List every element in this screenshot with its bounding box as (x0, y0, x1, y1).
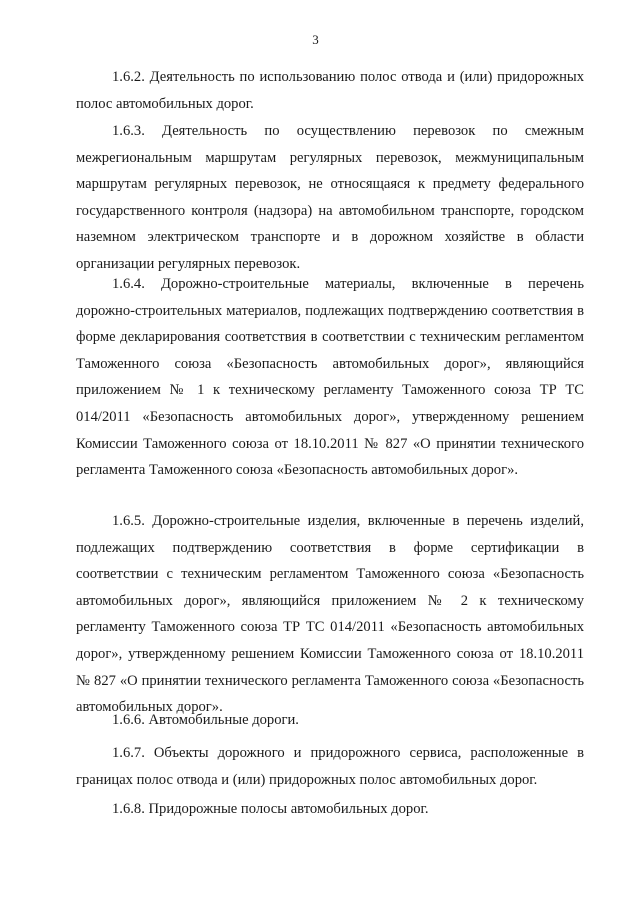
page-number: 3 (312, 32, 319, 47)
paragraph-1-6-2: 1.6.2. Деятельность по использованию полос отвода и (или) придорожных полос автомобильных дорог. (76, 69, 584, 112)
paragraph-1-6-7: 1.6.7. Объекты дорожного и придорожного сервиса, расположенные в границах полос отвода и (или) придорожных полос автомобильных дорог. (76, 745, 584, 788)
paragraph-1-6-4: 1.6.4. Дорожно-строительные материалы, включенные в перечень дорожно-строительных материалов, подлежащих подтверждению соответствия в форме декларирования соответствия в соответствии с техническим регламентом Таможенного союза «Безопасность автомобильных дорог», являющийся приложением № 1 к техническому регламенту Таможенного союза ТР ТС 014/2011 «Безопасность автомобильных дорог», утвержденному решением Комиссии Таможенного союза от 18.10.2011 № 827 «О принятии технического регламента Таможенного союза «Безопасность автомобильных дорог». (76, 276, 584, 479)
paragraph-1-6-8: 1.6.8. Придорожные полосы автомобильных дорог. (112, 801, 429, 817)
paragraph-1-6-5: 1.6.5. Дорожно-строительные изделия, включенные в перечень изделий, подлежащих подтверждению соответствия в форме сертификации в соответствии с техническим регламентом Таможенного союза «Безопасность автомобильных дорог», являющийся приложением № 2 к техническому регламенту Таможенного союза ТР ТС 014/2011 «Безопасность автомобильных дорог», утвержденному решением Комиссии Таможенного союза от 18.10.2011 № 827 «О принятии технического регламента Таможенного союза «Безопасность автомобильных дорог». (76, 513, 584, 716)
paragraph-1-6-6: 1.6.6. Автомобильные дороги. (112, 712, 299, 728)
paragraph-1-6-3: 1.6.3. Деятельность по осуществлению перевозок по смежным межрегиональным маршрутам регулярных перевозок, межмуниципальным маршрутам регулярных перевозок, не относящаяся к предмету федерального государственного контроля (надзора) на автомобильном транспорте, городском наземном электрическом транспорте и в дорожном хозяйстве в области организации регулярных перевозок. (76, 123, 584, 272)
